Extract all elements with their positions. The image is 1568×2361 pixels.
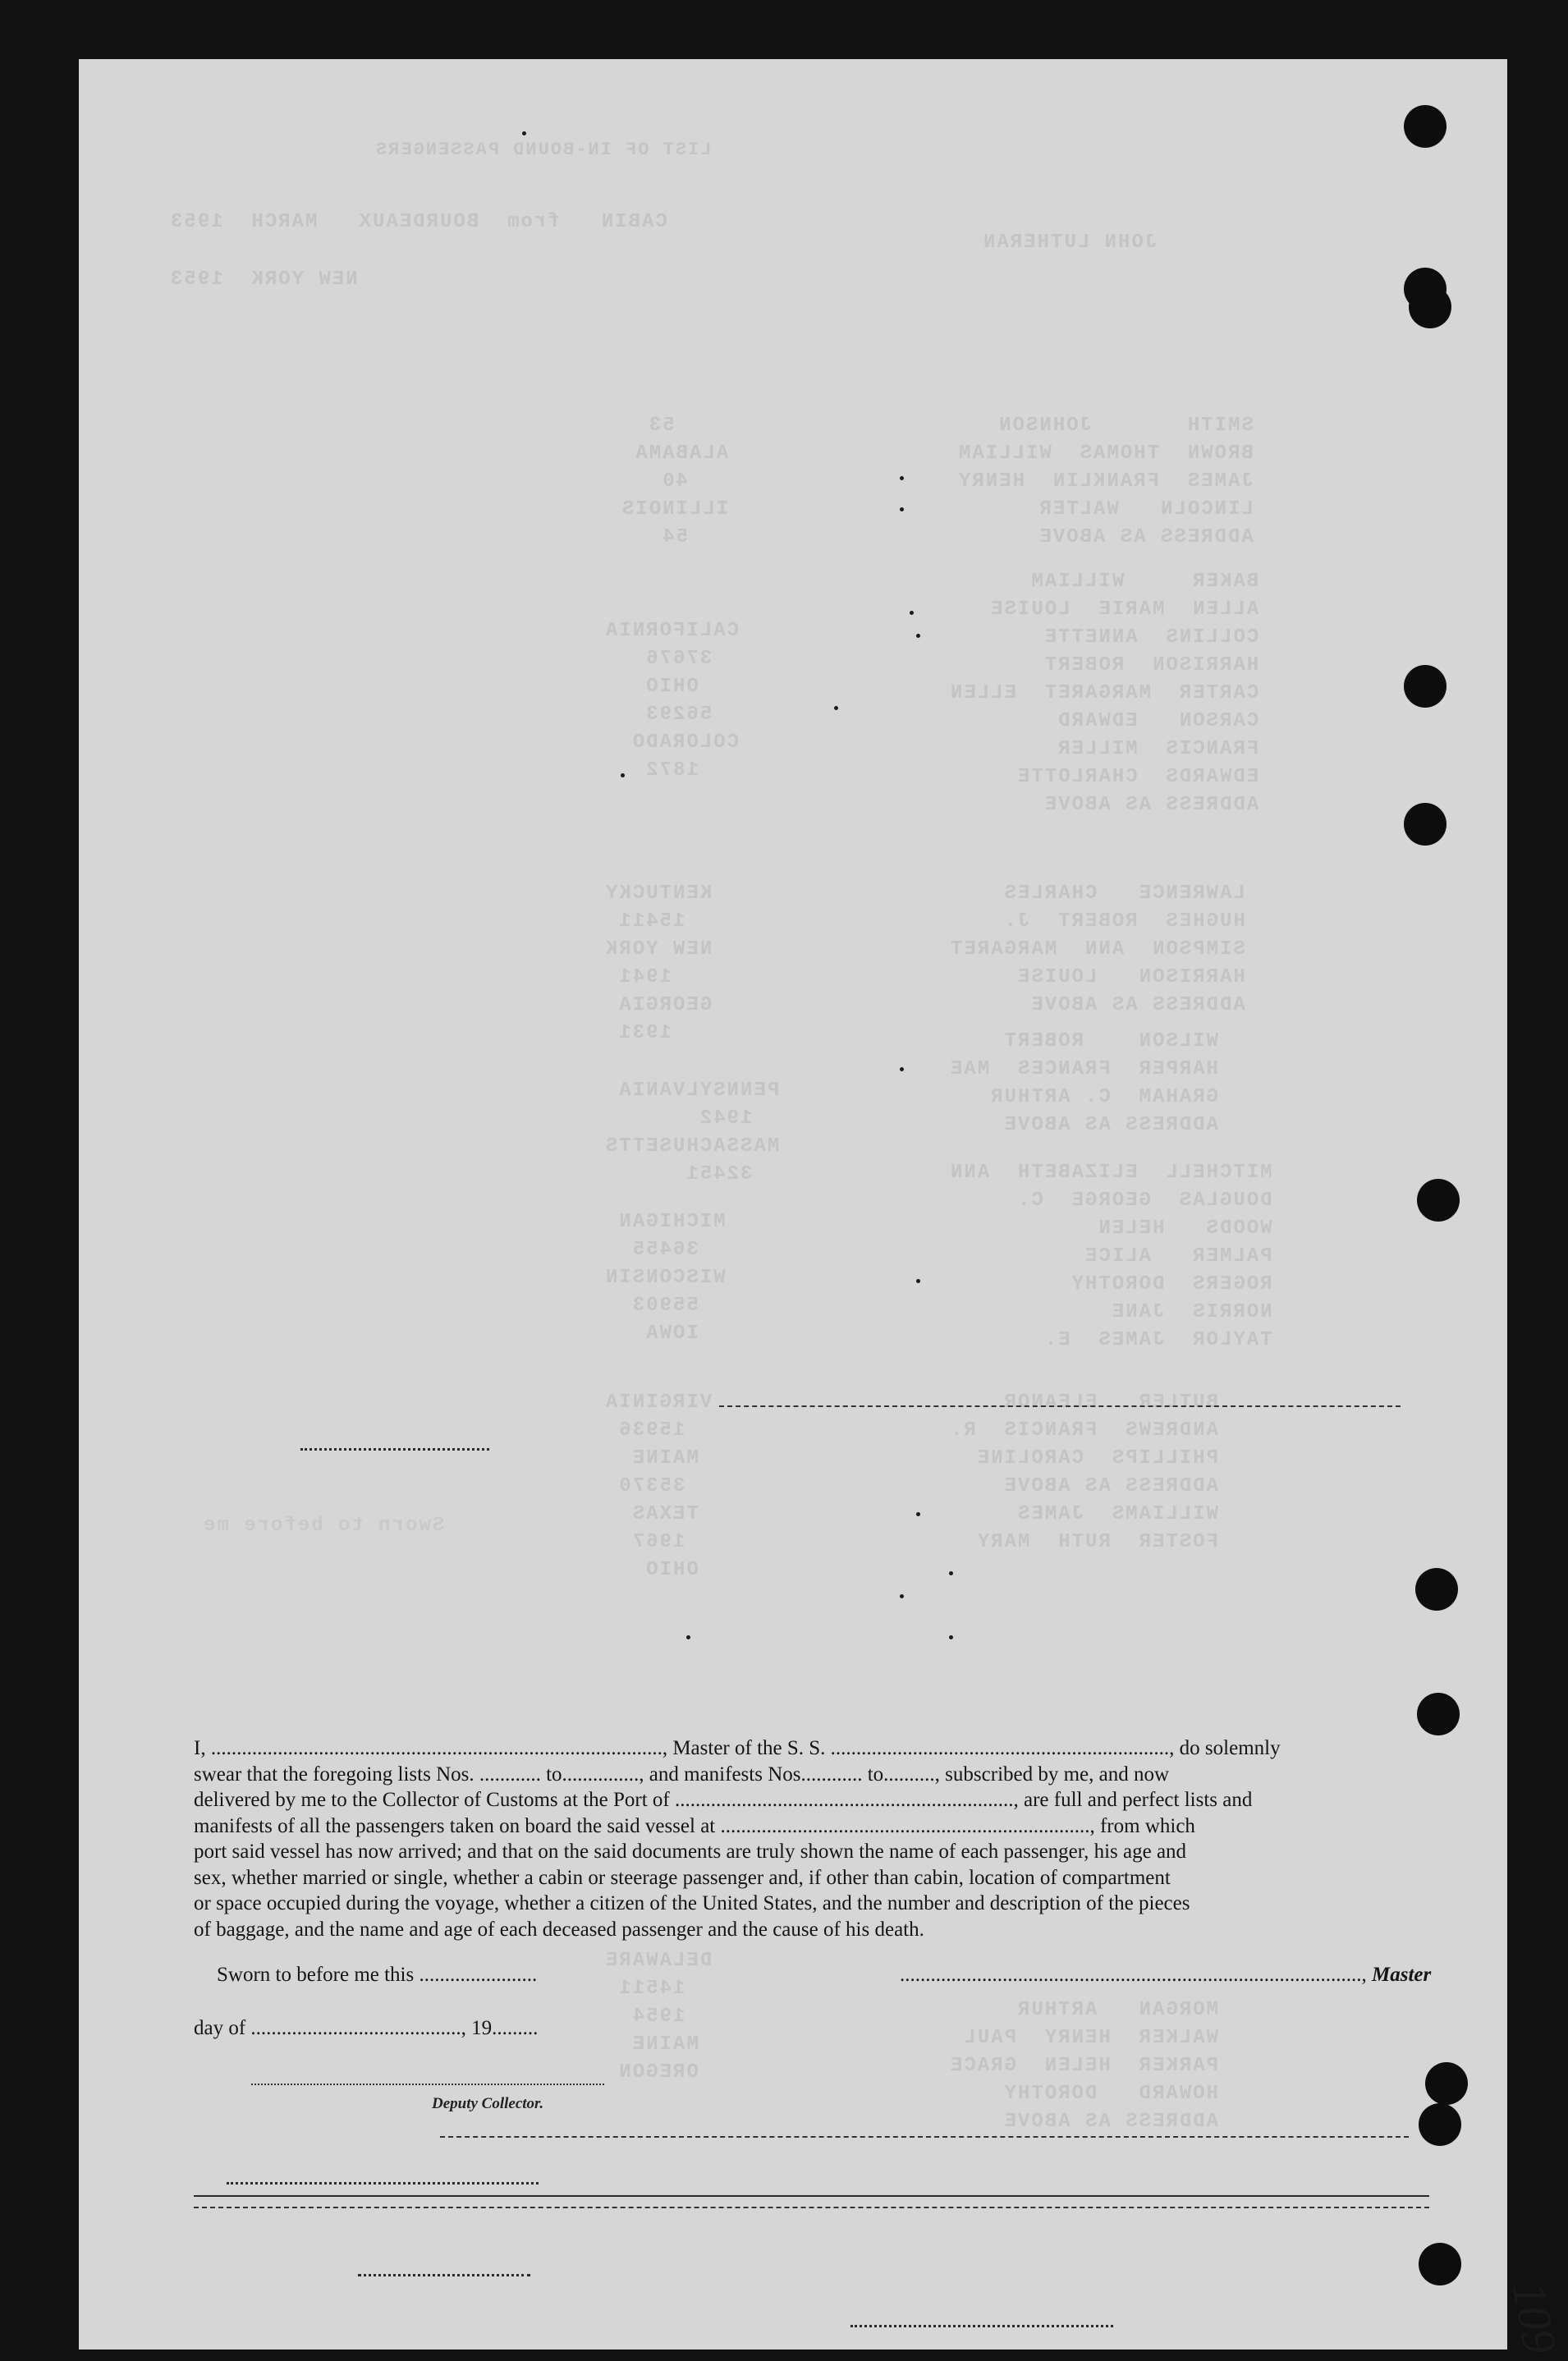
bleed-through-text: DELAWARE 14511 1954 MAINE OREGON	[604, 1950, 713, 2084]
master-oath-paragraph	[194, 1735, 1433, 1942]
ink-speck	[686, 1635, 690, 1639]
ink-speck	[916, 1279, 920, 1283]
dashed-rule	[440, 2136, 1409, 2138]
bleed-through-text: WILSON ROBERT HARPER FRANCES MAE GRAHAM C. ARTHUR ADDRESS AS ABOVE	[949, 1030, 1219, 1136]
dotted-line	[358, 2274, 530, 2276]
oath-line: delivered by me to the Collector of Customs at the Port of .................................................................., are full and perfect lists and	[194, 1789, 1253, 1811]
bleed-through-text: SMITH JOHNSON BROWN THOMAS WILLIAM JAMES FRANKLIN HENRY LINCOLN WALTER ADDRESS AS ABOVE	[957, 415, 1254, 548]
bleed-through-text: KENTUCKY 15411 NEW YORK 1941 GEORGIA 1931	[604, 883, 713, 1044]
day-line: day of ........................................., 19.........	[194, 2017, 539, 2039]
bleed-through-text: BAKER WILLIAM ALLEN MARIE LOUISE COLLINS ANNETTE HARRISON ROBERT CARTER MARGARET ELLEN CARSON EDWARD FRANCIS MILLER EDWARDS CHARLOTTE ADDRESS AS ABOVE	[949, 571, 1259, 816]
bleed-through-text: MICHIGAN 36455 WISCONSIN 55903 IOWA	[604, 1211, 726, 1345]
bleed-through-text: CABIN from BOURDEAUX MARCH 1953	[169, 211, 667, 233]
dotted-line	[227, 2182, 539, 2184]
ink-speck	[910, 611, 914, 615]
oath-line: of baggage, and the name and age of each deceased passenger and the cause of his death.	[194, 1918, 924, 1941]
bleed-through-text: LAWRENCE CHARLES HUGHES ROBERT J. SIMPSON ANN MARGARET HARRISON LOUISE ADDRESS AS ABOVE	[949, 883, 1245, 1016]
bleed-through-text: Sworn to before me	[202, 1515, 445, 1537]
ink-speck	[621, 773, 625, 777]
master-signature-dots: ..........................................................................................,	[900, 1964, 1367, 1986]
oath-line: manifests of all the passengers taken on board the said vessel at ........................................................................, from which	[194, 1814, 1195, 1837]
ink-speck	[916, 634, 920, 638]
punch-hole	[1409, 286, 1451, 328]
ink-speck	[900, 1067, 904, 1071]
dotted-line	[850, 2325, 1113, 2327]
punch-hole	[1404, 665, 1447, 708]
punch-hole	[1417, 1179, 1460, 1222]
bleed-through-text	[571, 241, 612, 264]
ink-speck	[834, 706, 838, 710]
bleed-through-text: VIRGINIA 15936 MAINE 35370 TEXAS 1967 OHIO	[604, 1391, 713, 1581]
dotted-line	[300, 1448, 489, 1451]
oath-line: or space occupied during the voyage, whether a citizen of the United States, and the number and description of the pieces	[194, 1892, 1190, 1914]
bleed-through-text: BUTLER ELEANOR ANDREWS FRANCIS R. PHILLIPS CAROLINE ADDRESS AS ABOVE WILLIAMS JAMES FOSTER RUTH MARY	[949, 1391, 1219, 1553]
dashed-rule	[194, 2207, 1429, 2208]
punch-hole	[1404, 803, 1447, 846]
ink-speck	[522, 131, 526, 135]
bleed-through-text: JOHN LUTHERAN	[982, 232, 1158, 254]
bleed-through-text: 53 ALABAMA 40 ILLINOIS 54	[621, 415, 729, 548]
document-sheet	[79, 59, 1568, 2358]
punch-hole	[1415, 1568, 1458, 1611]
oath-line: port said vessel has now arrived; and that on the said documents are truly shown the name of each passenger, his age and	[194, 1841, 1187, 1863]
oath-line: sex, whether married or single, whether a cabin or steerage passenger and, if other than cabin, location of compartment	[194, 1866, 1171, 1889]
bleed-through-text: PENNSYLVANIA 1942 MASSACHUSETTS 32451	[604, 1080, 780, 1185]
punch-hole	[1404, 105, 1447, 148]
deputy-collector-signature-line	[251, 2084, 604, 2085]
oath-line: swear that the foregoing lists Nos. ............ to..............., and manifests Nos............ to.........., subscribed by me, and now	[194, 1763, 1170, 1786]
dashed-rule	[719, 1405, 1401, 1407]
oath-line: I, ........................................................................................, Master of the S. S. .................................................................., do solemnly	[194, 1737, 1281, 1759]
bleed-through-text: NEW YORK 1953	[169, 268, 533, 291]
horizontal-rule	[194, 2195, 1429, 2197]
ink-speck	[916, 1512, 920, 1516]
master-signature-line	[900, 1964, 1431, 1987]
ink-speck	[949, 1571, 953, 1575]
master-label: Master	[1372, 1964, 1432, 1986]
punch-hole	[1419, 2103, 1461, 2146]
bleed-through-text: MORGAN ARTHUR WALKER HENRY PAUL PARKER HELEN GRACE HOWARD DOROTHY ADDRESS AS ABOVE	[949, 1999, 1219, 2133]
punch-hole	[1425, 2062, 1468, 2105]
ink-speck	[900, 1594, 904, 1598]
bleed-through-text: LIST OF IN-BOUND PASSENGERS	[374, 140, 712, 160]
ink-speck	[900, 507, 904, 511]
sworn-line: Sworn to before me this .......................	[217, 1964, 538, 1986]
ink-speck	[949, 1635, 953, 1639]
handwritten-page-number: 109	[1502, 2278, 1568, 2358]
deputy-collector-label: Deputy Collector.	[432, 2095, 544, 2112]
bleed-through-text: CALIFORNIA 37676 OHIO 56293 COLORADO 1872	[604, 620, 740, 782]
bleed-through-text: MITCHELL ELIZABETH ANN DOUGLAS GEORGE C. WOODS HELEN PALMER ALICE ROGERS DOROTHY NORRIS JANE TAYLOR JAMES E.	[949, 1162, 1272, 1351]
punch-hole	[1417, 1693, 1460, 1735]
punch-hole	[1419, 2243, 1461, 2285]
ink-speck	[900, 476, 904, 480]
